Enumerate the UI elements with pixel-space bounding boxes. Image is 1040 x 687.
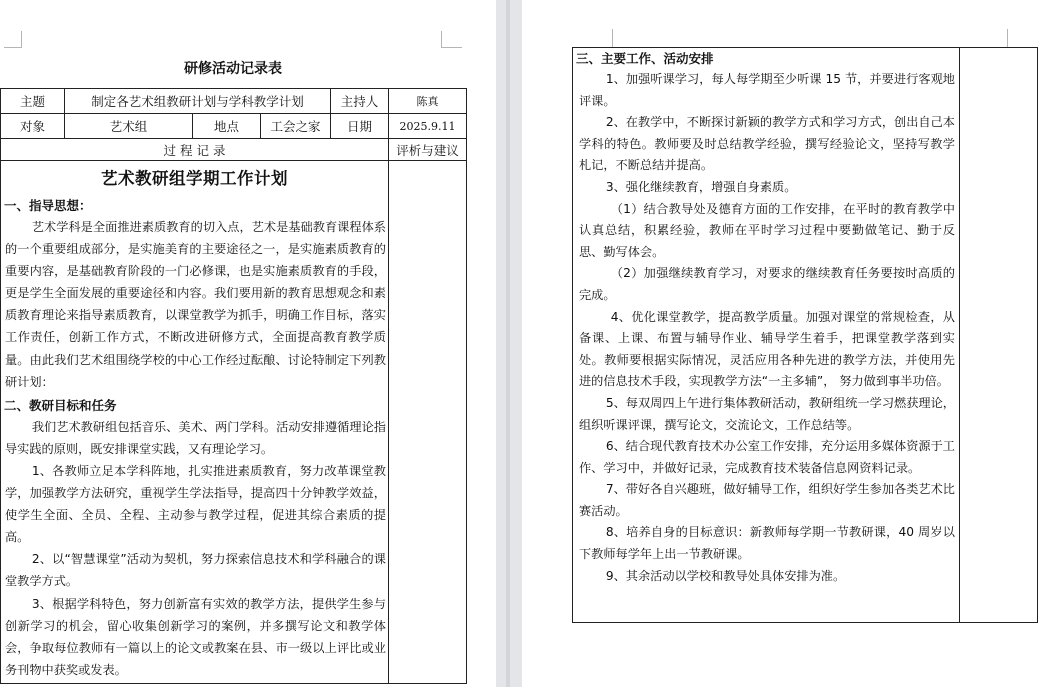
topic-value: 制定各艺术组教研计划与学科教学计划 — [65, 89, 331, 114]
table-row — [573, 48, 1038, 623]
section-heading: 二、教研目标和任务 — [4, 397, 117, 413]
section-body — [1, 416, 388, 681]
paragraph: 艺术学科是全面推进素质教育的切入点，艺术是基础教育课程体系的一个重要组成部分，是实施美育的主要途径之一，是实施素质教育的重要内容，是基础教育阶段的一门必修课，也是实施素质教育的手段，更是学生全面发展的重要途径和内容。我们要用新的教育思想观念和素质教育理论来指导素质教育，以课堂教学为抓手，明确工作目标，落实工作责任，创新工作方式，不断改进研修方式，全面提高教育教学质量。由此我们艺术组围绕学校的中心工作经过酝酿、讨论特制定下列教研计划： — [5, 220, 386, 389]
host-value: 陈真 — [389, 89, 467, 114]
page-corner-mark — [1007, 29, 1028, 48]
document-page-left — [0, 0, 496, 687]
place-label: 地点 — [193, 114, 261, 139]
comment-content — [389, 161, 467, 684]
record-table — [0, 88, 467, 684]
process-record-label: 过 程 记 录 — [1, 139, 389, 161]
plan-title: 艺术教研组学期工作计划 — [101, 169, 288, 188]
process-record-content — [573, 48, 960, 623]
table-row — [1, 161, 467, 684]
document-title: 研修活动记录表 — [184, 61, 282, 77]
comment-label: 评析与建议 — [389, 139, 467, 161]
table-row — [1, 89, 467, 114]
table-row — [1, 139, 467, 161]
object-value: 艺术组 — [65, 114, 193, 139]
record-table-continued — [572, 47, 1038, 623]
paragraph: （1）结合教导处及德育方面的工作安排，在平时的教育教学中认真总结，积累经验，教师在平时学习过程中要勤做笔记、勤于反思、勤写体会。 — [579, 201, 955, 259]
table-row — [1, 114, 467, 139]
paragraph: 2、在教学中，不断探讨新颖的教学方式和学习方式，创出自己本学科的特色。教师要及时总结教学经验，撰写经验论文，坚持写教学札记，不断总结并提高。 — [579, 115, 955, 173]
paragraph: 9、其余活动以学校和教导处具体安排为准。 — [605, 568, 846, 583]
host-label: 主持人 — [331, 89, 389, 114]
page-gutter — [496, 0, 522, 687]
section-body — [573, 69, 959, 587]
paragraph: 我们艺术教研组包括音乐、美术、两门学科。活动安排遵循理论指导实践的原则，既安排课堂实践，又有理论学习。 — [5, 419, 386, 456]
date-value: 2025.9.11 — [389, 114, 467, 139]
paragraph: （2）加强继续教育学习，对要求的继续教育任务要按时高质的完成。 — [579, 266, 955, 302]
paragraph: 1、各教师立足本学科阵地，扎实推进素质教育，努力改革课堂教学，加强教学方法研究，重视学生学法指导，提高四十分钟教学效益，使学生全面、全员、全程、主动参与教学过程，促进其综合素质的提高。 — [5, 463, 386, 545]
object-label: 对象 — [1, 114, 65, 139]
process-record-content — [1, 161, 389, 684]
date-label: 日期 — [331, 114, 389, 139]
paragraph: 2、以“智慧课堂”活动为契机，努力探索信息技术和学科融合的课堂教学方式。 — [5, 552, 386, 589]
paragraph: 1、加强听课学习，每人每学期至少听课 15 节，并要进行客观地评课。 — [579, 72, 955, 108]
topic-label: 主题 — [1, 89, 65, 114]
page-corner-mark — [4, 31, 22, 48]
paragraph: 8、培养自身的目标意识：新教师每学期一节教研课，40 周岁以下教师每学年上出一节教研课。 — [579, 525, 955, 562]
place-value: 工会之家 — [261, 114, 331, 139]
paragraph: 7、带好各自兴趣班，做好辅导工作，组织好学生参加各类艺术比赛活动。 — [579, 482, 955, 518]
comment-content — [960, 48, 1038, 623]
paragraph: 3、强化继续教育，增强自身素质。 — [605, 179, 797, 194]
page-corner-mark — [593, 29, 613, 48]
paragraph: 3、根据学科特色，努力创新富有实效的教学方法，提供学生参与创新学习的机会，留心收集创新学习的案例，并多撰写论文和教学体会，争取每位教师有一篇以上的论文或教案在县、市一级以上评比或业务刊物中获奖或发表。 — [5, 596, 386, 677]
paragraph: 4、优化课堂教学，提高教学质量。加强对课堂的常规检查，从备课、上课、布置与辅导作业、辅导学生着手，把课堂教学落到实处。教师要根据实际情况，灵活应用各种先进的教学方法，并使用先进的信息技术手段，实现教学方法“一主多辅”， 努力做到事半功倍。 — [579, 309, 955, 389]
section-body — [1, 216, 388, 393]
section-heading: 一、指导思想： — [4, 198, 92, 213]
document-page-right — [522, 0, 1040, 687]
paragraph: 6、结合现代教育技术办公室工作安排，充分运用多媒体资源于工作、学习中，并做好记录，完成教育技术装备信息网资料记录。 — [579, 439, 955, 475]
page-corner-mark — [441, 31, 462, 48]
section-heading: 三、主要工作、活动安排 — [576, 51, 714, 66]
paragraph: 5、每双周四上午进行集体教研活动，教研组统一学习燃获理论，组织听课评课，撰写论文，交流论文，工作总结等。 — [579, 395, 955, 432]
